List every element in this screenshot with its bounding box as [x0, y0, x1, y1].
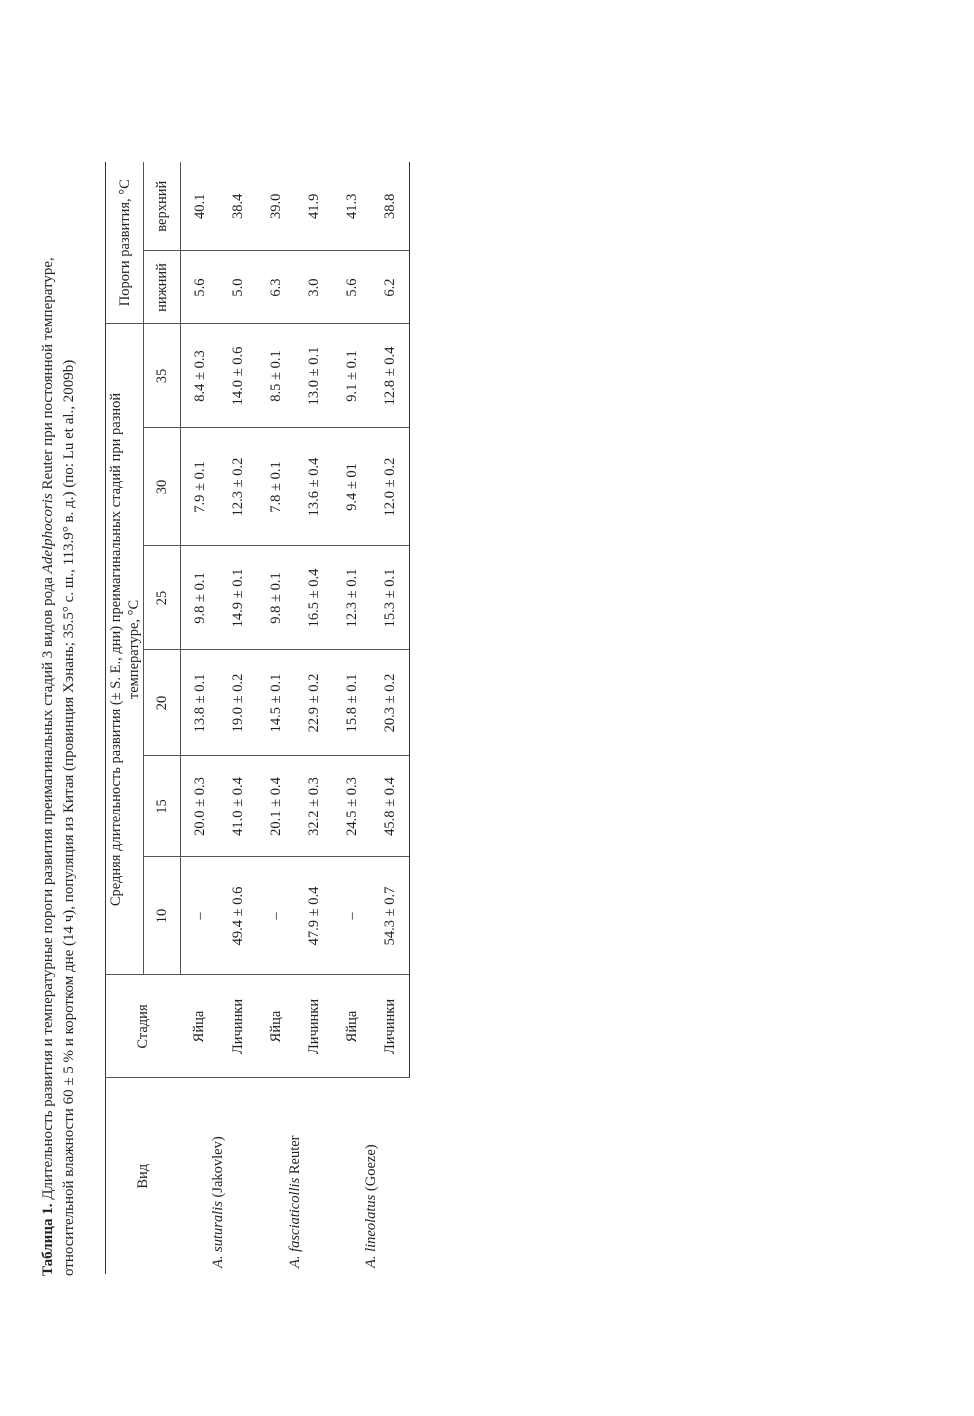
value-cell: 12.3 ± 0.1: [333, 546, 371, 650]
header-temp-20: 20: [144, 650, 181, 756]
value-cell: 15.3 ± 0.1: [371, 546, 410, 650]
caption-text-1: Длительность развития и температурные пороги развития преимагинальных стадий 3 видов рода: [40, 573, 56, 1204]
stage-cell: Яйца: [257, 975, 295, 1078]
value-cell: 8.5 ± 0.1: [257, 324, 295, 428]
species-name: [257, 1078, 333, 1274]
value-cell: 41.0 ± 0.4: [219, 756, 257, 857]
lower-threshold-cell: 6.2: [371, 251, 410, 324]
header-thresholds: Пороги развития, °C: [106, 162, 144, 324]
header-upper: верхний: [144, 162, 181, 251]
value-cell: 15.8 ± 0.1: [333, 650, 371, 756]
lower-threshold-cell: 5.0: [219, 251, 257, 324]
species-italic: A. fasciaticollis: [286, 1177, 303, 1268]
species-authority: (Jakovlev): [210, 1136, 227, 1202]
caption-text-2: Reuter при постоянной температуре, относительной влажности 60 ± 5 % и коротком дне (14 ч), популяция из Китая (провинция Хэнань; 35.5° с. ш., 113.9° в. д.) (по: Lu et al., 2009b): [40, 257, 77, 1276]
value-cell: 13.8 ± 0.1: [181, 650, 220, 756]
value-cell: 7.9 ± 0.1: [181, 428, 220, 546]
value-cell: 14.0 ± 0.6: [219, 324, 257, 428]
value-cell: 14.5 ± 0.1: [257, 650, 295, 756]
table-row: [181, 162, 220, 1274]
header-species: Вид: [106, 1078, 181, 1274]
value-cell: 32.2 ± 0.3: [295, 756, 333, 857]
header-lower: нижний: [144, 251, 181, 324]
upper-threshold-cell: 41.9: [305, 193, 322, 219]
value-cell: –: [333, 857, 371, 975]
value-cell: 8.4 ± 0.3: [181, 324, 220, 428]
species-name: [181, 1078, 258, 1274]
caption-genus: Adelphocoris: [40, 493, 56, 574]
value-cell: 20.3 ± 0.2: [371, 650, 410, 756]
value-cell: 45.8 ± 0.4: [371, 756, 410, 857]
value-cell: 19.0 ± 0.2: [219, 650, 257, 756]
lower-threshold-cell: 6.3: [257, 251, 295, 324]
upper-threshold-cell: 38.8: [371, 162, 410, 251]
value-cell: 12.0 ± 0.2: [371, 428, 410, 546]
value-cell: 7.8 ± 0.1: [257, 428, 295, 546]
caption-label: Таблица 1.: [40, 1203, 56, 1276]
development-table: [105, 162, 410, 1274]
value-cell: 12.8 ± 0.4: [371, 324, 410, 428]
stage-cell: Личинки: [371, 975, 410, 1078]
value-cell: 20.0 ± 0.3: [181, 756, 220, 857]
lower-threshold-cell: 3.0: [295, 251, 333, 324]
value-cell: 13.0 ± 0.1: [295, 324, 333, 428]
upper-threshold-cell: 39.0: [267, 193, 284, 219]
value-cell: 12.3 ± 0.2: [219, 428, 257, 546]
stage-cell: Яйца: [181, 975, 220, 1078]
stage-cell: Личинки: [219, 975, 257, 1078]
value-cell: 20.1 ± 0.4: [257, 756, 295, 857]
header-stage: Стадия: [106, 975, 181, 1078]
value-cell: 16.5 ± 0.4: [295, 546, 333, 650]
header-temp-15: 15: [144, 756, 181, 857]
value-cell: 13.6 ± 0.4: [295, 428, 333, 546]
value-cell: 9.8 ± 0.1: [181, 546, 220, 650]
species-italic: A. lineolatus: [362, 1194, 379, 1268]
header-temp-35: 35: [144, 324, 181, 428]
stage-cell: Яйца: [333, 975, 371, 1078]
table-caption: [38, 166, 80, 1276]
value-cell: 49.4 ± 0.6: [219, 857, 257, 975]
header-temp-25: 25: [144, 546, 181, 650]
upper-threshold-cell: 38.4: [229, 193, 246, 219]
lower-threshold-cell: 5.6: [333, 251, 371, 324]
value-cell: 9.1 ± 0.1: [333, 324, 371, 428]
table-row: [333, 162, 371, 1274]
upper-threshold-cell: 41.3: [343, 193, 360, 219]
value-cell: 47.9 ± 0.4: [295, 857, 333, 975]
value-cell: 14.9 ± 0.1: [219, 546, 257, 650]
header-duration: Средняя длительность развития (± S. E., дни) преимагинальных стадий при разной температуре, °C: [106, 324, 144, 975]
value-cell: –: [181, 857, 220, 975]
value-cell: –: [257, 857, 295, 975]
lower-threshold-cell: 5.6: [181, 251, 220, 324]
header-temp-30: 30: [144, 428, 181, 546]
table-row: [257, 162, 295, 1274]
header-temp-10: 10: [144, 857, 181, 975]
species-name: [333, 1078, 410, 1274]
upper-threshold-cell: 40.1: [191, 193, 208, 219]
stage-cell: Личинки: [295, 975, 333, 1078]
species-authority: Reuter: [286, 1135, 303, 1178]
value-cell: 54.3 ± 0.7: [371, 857, 410, 975]
value-cell: 24.5 ± 0.3: [333, 756, 371, 857]
value-cell: 22.9 ± 0.2: [295, 650, 333, 756]
species-italic: A. suturalis: [210, 1201, 227, 1268]
species-authority: (Goeze): [362, 1144, 379, 1195]
value-cell: 9.8 ± 0.1: [257, 546, 295, 650]
value-cell: 9.4 ± 01: [333, 428, 371, 546]
